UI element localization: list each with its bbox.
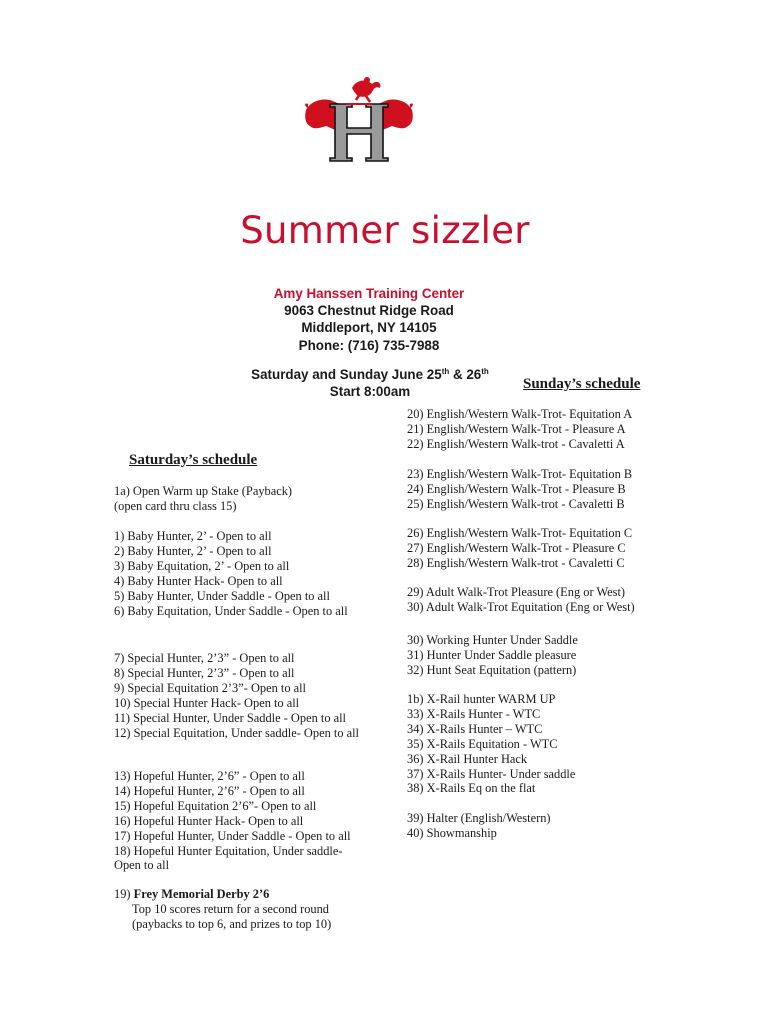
sunday-group-c bbox=[407, 526, 667, 571]
list-item: 17) Hopeful Hunter, Under Saddle - Open to all bbox=[114, 828, 351, 843]
list-item: 16) Hopeful Hunter Hack- Open to all bbox=[114, 813, 304, 828]
special-class-list bbox=[114, 651, 384, 740]
list-item: 34) X-Rails Hunter – WTC bbox=[407, 721, 543, 736]
sunday-group-adult bbox=[407, 585, 667, 615]
list-item: 40) Showmanship bbox=[407, 825, 497, 840]
list-item: 5) Baby Hunter, Under Saddle - Open to all bbox=[114, 588, 330, 603]
list-item: 4) Baby Hunter Hack- Open to all bbox=[114, 573, 283, 588]
list-item: 3) Baby Equitation, 2’ - Open to all bbox=[114, 558, 290, 573]
list-item: 31) Hunter Under Saddle pleasure bbox=[407, 647, 577, 662]
hopeful-class-list bbox=[114, 769, 384, 873]
list-item: 1a) Open Warm up Stake (Payback) bbox=[114, 484, 293, 498]
saturday-heading: Saturday’s schedule bbox=[129, 452, 258, 468]
list-item: 21) English/Western Walk-Trot - Pleasure A bbox=[407, 421, 626, 436]
sunday-group-hunter bbox=[407, 633, 667, 678]
logo bbox=[300, 74, 418, 166]
derby-detail: (paybacks to top 6, and prizes to top 10) bbox=[132, 916, 332, 931]
list-item: (open card thru class 15) bbox=[114, 498, 237, 513]
organization-name: Amy Hanssen Training Center bbox=[273, 286, 465, 301]
list-item: 33) X-Rails Hunter - WTC bbox=[407, 706, 541, 721]
sunday-group-halter bbox=[407, 811, 667, 841]
event-dates bbox=[230, 366, 510, 400]
list-item: 2) Baby Hunter, 2’ - Open to all bbox=[114, 543, 272, 558]
page-title: Summer sizzler bbox=[240, 209, 530, 252]
derby-name: Frey Memorial Derby 2’6 bbox=[133, 887, 270, 901]
list-item: 38) X-Rails Eq on the flat bbox=[407, 781, 536, 796]
list-item: 36) X-Rail Hunter Hack bbox=[407, 751, 528, 766]
list-item: 26) English/Western Walk-Trot- Equitation C bbox=[407, 526, 633, 540]
list-item: 18) Hopeful Hunter Equitation, Under saddle- bbox=[114, 843, 343, 858]
list-item: 15) Hopeful Equitation 2’6”- Open to all bbox=[114, 798, 317, 813]
list-item: 6) Baby Equitation, Under Saddle - Open to all bbox=[114, 603, 348, 618]
warmup-class-list bbox=[114, 484, 384, 514]
list-item: Open to all bbox=[114, 858, 170, 873]
list-item: 1) Baby Hunter, 2’ - Open to all bbox=[114, 529, 272, 543]
list-item: 11) Special Hunter, Under Saddle - Open to all bbox=[114, 710, 346, 725]
start-time: Start 8:00am bbox=[329, 384, 411, 399]
list-item: 35) X-Rails Equitation - WTC bbox=[407, 736, 558, 751]
street-address: 9063 Chestnut Ridge Road bbox=[284, 303, 454, 319]
sunday-group-a bbox=[407, 407, 667, 452]
list-item: 23) English/Western Walk-Trot- Equitation B bbox=[407, 467, 633, 481]
horse-jumper-logo-icon bbox=[300, 74, 418, 166]
list-item: 25) English/Western Walk-trot - Cavaletti B bbox=[407, 496, 625, 511]
list-item: 39) Halter (English/Western) bbox=[407, 811, 551, 825]
derby-detail: Top 10 scores return for a second round bbox=[132, 901, 329, 916]
list-item: 29) Adult Walk-Trot Pleasure (Eng or West) bbox=[407, 585, 626, 599]
list-item: 30) Adult Walk-Trot Equitation (Eng or West) bbox=[407, 599, 635, 614]
list-item: 20) English/Western Walk-Trot- Equitation A bbox=[407, 407, 633, 421]
phone-number: Phone: (716) 735-7988 bbox=[298, 337, 440, 353]
list-item: 13) Hopeful Hunter, 2’6” - Open to all bbox=[114, 769, 305, 783]
baby-class-list bbox=[114, 529, 384, 618]
list-item: 28) English/Western Walk-trot - Cavaletti C bbox=[407, 555, 625, 570]
list-item: 37) X-Rails Hunter- Under saddle bbox=[407, 766, 576, 781]
sunday-heading: Sunday’s schedule bbox=[523, 376, 641, 392]
derby-class bbox=[114, 887, 384, 932]
contact-block bbox=[214, 285, 524, 354]
list-item: 10) Special Hunter Hack- Open to all bbox=[114, 695, 300, 710]
list-item: 19) Frey Memorial Derby 2’6 bbox=[114, 887, 270, 901]
list-item: 12) Special Equitation, Under saddle- Open to all bbox=[114, 725, 359, 740]
list-item: 14) Hopeful Hunter, 2’6” - Open to all bbox=[114, 783, 305, 798]
list-item: 9) Special Equitation 2’3”- Open to all bbox=[114, 680, 307, 695]
list-item: 7) Special Hunter, 2’3” - Open to all bbox=[114, 651, 295, 665]
date-line: Saturday and Sunday June 25th & 26th bbox=[251, 367, 489, 382]
list-item: 32) Hunt Seat Equitation (pattern) bbox=[407, 662, 577, 677]
list-item: 30) Working Hunter Under Saddle bbox=[407, 633, 578, 647]
list-item: 1b) X-Rail hunter WARM UP bbox=[407, 692, 556, 706]
city-address: Middleport, NY 14105 bbox=[301, 320, 437, 336]
sunday-group-xrails bbox=[407, 692, 667, 796]
list-item: 27) English/Western Walk-Trot - Pleasure C bbox=[407, 540, 626, 555]
sunday-group-b bbox=[407, 467, 667, 512]
list-item: 24) English/Western Walk-Trot - Pleasure B bbox=[407, 481, 626, 496]
list-item: 8) Special Hunter, 2’3” - Open to all bbox=[114, 665, 295, 680]
list-item: 22) English/Western Walk-trot - Cavaletti A bbox=[407, 436, 625, 451]
